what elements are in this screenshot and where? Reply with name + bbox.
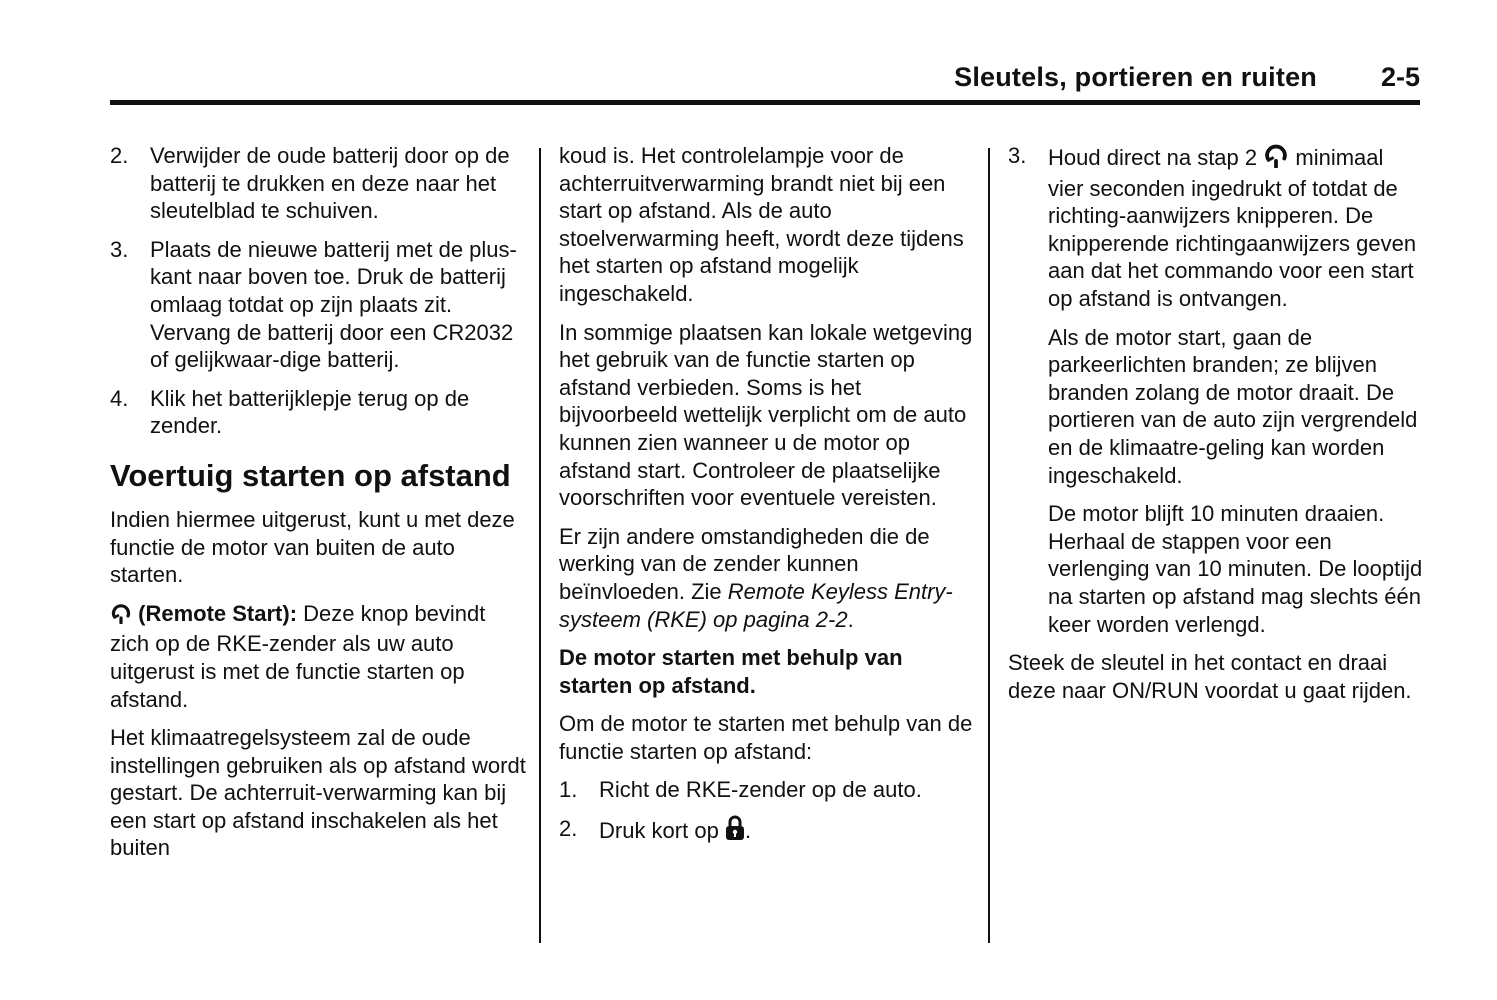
lock-icon xyxy=(725,815,745,848)
subheading: De motor starten met behulp van starten op afstand. xyxy=(559,645,903,698)
list-item xyxy=(1008,142,1423,313)
runtime-paragraph: De motor blijft 10 minuten draaien. Herhaal de stappen voor een verlenging van 10 minuten. De looptijd na starten op afstand mag slechts één keer worden verlengd. xyxy=(1048,501,1423,637)
list-number: 2. xyxy=(559,816,578,842)
list-item xyxy=(110,142,530,225)
continued-paragraph: koud is. Het controlelampje voor de achterruitverwarming brandt niet bij een start op afstand. Als de auto stoelverwarming heeft, wordt deze tijdens het starten op afstand mogelijk ingeschakeld. xyxy=(559,143,964,306)
motor-start-paragraph: Als de motor start, gaan de parkeerlichten branden; ze blijven branden zolang de motor draait. De portieren van de auto zijn vergrendeld en de klimaatre-geling kan worden ingeschakeld. xyxy=(1048,324,1418,488)
list-item xyxy=(110,236,530,374)
intro-paragraph: Indien hiermee uitgerust, kunt u met deze functie de motor van buiten de auto starten. xyxy=(110,506,515,588)
other-conditions-paragraph: Er zijn andere omstandigheden die de werking van de zender kunnen beïnvloeden. Zie Remote Keyless Entry-systeem (RKE) op pagina 2-2. xyxy=(559,523,953,632)
list-number: 3. xyxy=(110,236,129,262)
list-number: 3. xyxy=(1008,143,1027,168)
cross-reference-link[interactable]: Remote Keyless Entry-systeem (RKE) op pagina 2-2 xyxy=(559,578,953,632)
list-text: Houd direct na stap 2 xyxy=(1048,145,1258,170)
period: . xyxy=(744,818,752,844)
column-divider xyxy=(988,148,990,943)
list-text: Klik het batterijklepje terug op de zender. xyxy=(150,385,470,439)
chapter-title: Sleutels, portieren en ruiten xyxy=(954,62,1317,92)
list-number: 2. xyxy=(110,143,129,168)
remote-start-icon xyxy=(110,602,132,631)
list-item xyxy=(110,385,530,440)
column-3 xyxy=(1008,142,1423,715)
list-text: Verwijder de oude batterij door op de batterij te drukken en deze naar het sleutelblad te schuiven. xyxy=(150,143,510,224)
page-number: 2-5 xyxy=(1380,62,1420,92)
how-to-paragraph: Om de motor te starten met behulp van de functie starten op afstand: xyxy=(559,711,973,764)
page-header xyxy=(110,58,1420,105)
list-number: 1. xyxy=(559,777,578,803)
list-number: 4. xyxy=(110,385,129,411)
list-text: minimaal vier seconden ingedrukt of totdat de richting-aanwijzers knipperen. De knipperende richtingaanwijzers geven aan dat het commando voor een start op afstand is ontvangen. xyxy=(1048,145,1417,311)
remote-start-icon xyxy=(1263,142,1289,175)
key-paragraph: Steek de sleutel in het contact en draai deze naar ON/RUN voordat u gaat rijden. xyxy=(1008,650,1412,703)
other-conditions-text: Er zijn andere omstandigheden die de werking van de zender kunnen beïnvloeden. Zie xyxy=(559,523,930,604)
remote-start-text: Deze knop bevindt zich op de RKE-zender als uw auto uitgerust is met de functie starten op afstand. xyxy=(110,600,486,712)
remote-start-label: (Remote Start): xyxy=(138,600,298,626)
list-text: Plaats de nieuwe batterij met de plus-kant naar boven toe. Druk de batterij omlaag totdat op zijn plaats zit. Vervang de batterij door een CR2032 of gelijkwaar-dige batterij. xyxy=(150,236,517,373)
column-divider xyxy=(539,148,541,943)
climate-paragraph: Het klimaatregelsysteem zal de oude instellingen gebruiken als op afstand wordt gestart. De achterruit-verwarming kan bij een start op afstand inschakelen als het buiten xyxy=(110,725,526,861)
column-2 xyxy=(559,142,979,859)
list-item xyxy=(559,815,979,848)
column-1 xyxy=(110,142,530,873)
remote-start-paragraph xyxy=(110,600,530,713)
law-paragraph: In sommige plaatsen kan lokale wetgeving het gebruik van de functie starten op afstand verbieden. Soms is het bijvoorbeeld wettelijk verplicht om de auto kunnen zien wanneer u de motor op afstand start. Controleer de plaatselijke voorschriften voor eventuele vereisten. xyxy=(559,319,973,511)
list-item xyxy=(559,776,979,804)
list-text: Richt de RKE-zender op de auto. xyxy=(599,777,922,803)
list-text: Druk kort op xyxy=(599,818,719,844)
section-heading: Voertuig starten op afstand xyxy=(110,457,511,493)
